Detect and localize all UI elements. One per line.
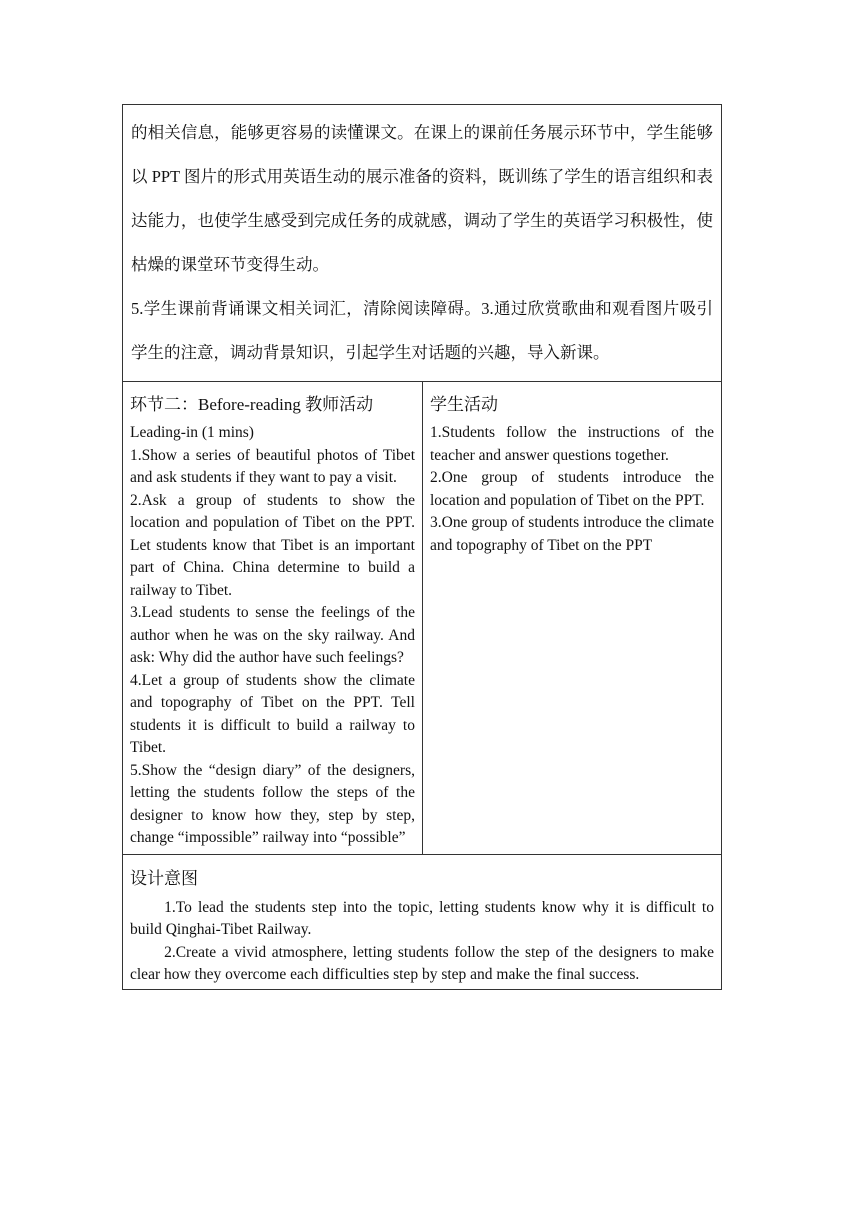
lesson-plan-table (122, 104, 722, 990)
intro-paragraph-2: 5.学生课前背诵课文相关词汇，清除阅读障碍。3.通过欣赏歌曲和观看图片吸引学生的注意，调动背景知识，引起学生对话题的兴趣，导入新课。 (131, 299, 713, 362)
teacher-activity-cell (123, 382, 423, 854)
student-activity-heading: 学生活动 (430, 395, 498, 414)
design-item: 2.Create a vivid atmosphere, letting students follow the step of the designers to make clear how they overcome each difficulties step by step and make the final success. (130, 943, 714, 983)
teacher-item: 2.Ask a group of students to show the location and population of Tibet on the PPT. Let students know that Tibet is an important part of China. China determine to build a railway to Tibet. (130, 491, 415, 599)
teacher-item: Leading-in (1 mins) (130, 424, 254, 441)
design-intent-cell (123, 854, 721, 989)
teacher-activity-heading: 环节二：Before-reading 教师活动 (130, 395, 374, 414)
student-item: 2.One group of students introduce the location and population of Tibet on the PPT. (430, 469, 714, 509)
design-item: 1.To lead the students step into the topic, letting students know why it is difficult to build Qinghai-Tibet Railway. (130, 898, 714, 938)
teacher-item: 5.Show the “design diary” of the designers, letting the students follow the steps of the designer to know how they, step by step, change “impossible” railway into “possible” (130, 761, 415, 846)
student-item: 1.Students follow the instructions of the teacher and answer questions together. (430, 424, 714, 464)
activities-row (123, 381, 721, 854)
student-activity-cell (423, 382, 721, 854)
teacher-item: 4.Let a group of students show the climate and topography of Tibet on the PPT. Tell students it is difficult to build a railway to Tibet. (130, 671, 415, 756)
teacher-item: 3.Lead students to sense the feelings of the author when he was on the sky railway. And ask: Why did the author have such feelings? (130, 604, 415, 666)
intro-paragraph-1: 的相关信息，能够更容易的读懂课文。在课上的课前任务展示环节中，学生能够以 PPT 图片的形式用英语生动的展示准备的资料，既训练了学生的语言组织和表达能力，也使学生感受到完成任务的成就感，调动了学生的英语学习积极性，使枯燥的课堂环节变得生动。 (131, 123, 713, 274)
intro-cell (123, 105, 721, 381)
teacher-item: 1.Show a series of beautiful photos of Tibet and ask students if they want to pay a visit. (130, 446, 415, 486)
design-intent-heading: 设计意图 (130, 868, 198, 888)
student-item: 3.One group of students introduce the climate and topography of Tibet on the PPT (430, 514, 714, 554)
